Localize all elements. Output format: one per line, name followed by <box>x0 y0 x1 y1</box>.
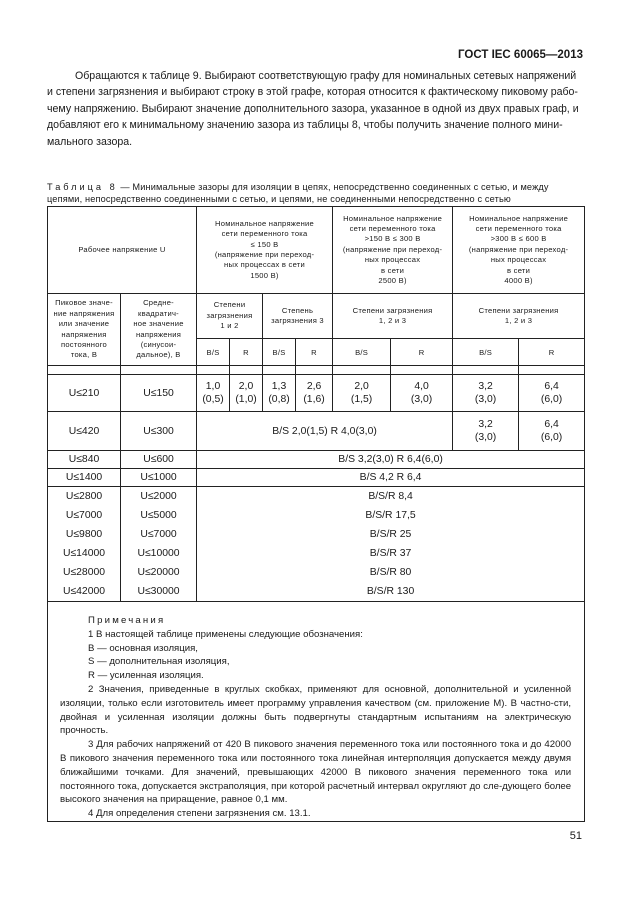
table-notes <box>48 602 585 822</box>
table-caption-text: — Минимальные зазоры для изоляции в цепях, непосредственно соединенных с сетью, и между <box>117 182 549 192</box>
header-line: квадратич- <box>138 308 179 318</box>
note-3: 3 Для рабочих напряжений от 420 В пикового значения переменного тока или постоянного тока и до 42000 В пикового значения переменного тока или постоянного тока линейная интерполяция допускается между двумя ближайшими точками. Для значений, превышающих 42000 В пикового значения переменного тока или постоянного тока, допускается экстраполяция, при которой расчетный интервал округляют до сле-дующего более высокого значения на приращение, равное 0,1 мм. <box>60 739 572 806</box>
working-voltage-header: Рабочее напряжение U <box>48 207 197 294</box>
rms-voltage-cell: U≤10000 <box>121 544 197 563</box>
rms-voltage-cell: U≤1000 <box>121 469 197 487</box>
header-line: напряжения <box>135 329 182 339</box>
note-1-basic: В — основная изоляция, <box>88 642 198 654</box>
header-line: >150 В ≤ 300 В <box>364 234 421 244</box>
table-row <box>48 563 585 582</box>
peak-voltage-cell: U≤42000 <box>48 582 121 602</box>
peak-voltage-cell: U≤420 <box>48 412 121 451</box>
bs-column-header: B/S <box>453 339 519 366</box>
table-caption <box>47 181 583 206</box>
clearance-span-cell: B/S/R 37 <box>197 544 585 563</box>
nominal-voltage-150-header <box>197 207 333 294</box>
clearance-span-cell: B/S/R 80 <box>197 563 585 582</box>
note-1-reinforced: R — усиленная изоляция. <box>88 670 204 682</box>
rms-voltage-cell: U≤600 <box>121 451 197 469</box>
header-line: >300 В ≤ 600 В <box>490 234 547 244</box>
header-line: 1 и 2 <box>220 321 239 331</box>
pollution-degree-3-header <box>263 294 333 339</box>
header-line: Номинальное напряжение <box>343 213 443 223</box>
header-line: ных процессах в сети <box>224 260 306 270</box>
header-line: напряжения <box>61 329 107 339</box>
table-row <box>48 525 585 544</box>
header-line: Номинальное напряжение <box>215 218 315 228</box>
intro-line: чему напряжению. Выбирают значение дополнительного зазора, указанное в одной из двух правых граф, и <box>47 102 579 115</box>
table-row <box>48 451 585 469</box>
clearance-cell: 3,2 (3,0) <box>453 412 519 451</box>
clearance-cell: 4,0 (3,0) <box>391 375 453 412</box>
peak-voltage-cell: U≤9800 <box>48 525 121 544</box>
pollution-degree-1-2-3-header <box>333 294 453 339</box>
header-line: сети переменного тока <box>349 223 436 233</box>
clearance-span-cell: B/S/R 8,4 <box>197 487 585 507</box>
pollution-degree-1-2-3-header <box>453 294 585 339</box>
header-line: ≤ 150 В <box>250 239 279 249</box>
peak-voltage-cell: U≤2800 <box>48 487 121 507</box>
header-line: 1, 2 и 3 <box>378 316 407 325</box>
clearance-cell: 1,3 (0,8) <box>263 375 296 412</box>
header-line: ное значение <box>133 319 184 329</box>
r-column-header: R <box>296 339 333 366</box>
clearance-cell: 2,0 (1,5) <box>333 375 391 412</box>
peak-voltage-cell: U≤210 <box>48 375 121 412</box>
nominal-voltage-600-header <box>453 207 585 294</box>
header-line: загрязнения <box>206 310 253 320</box>
clearance-cell: 1,0 (0,5) <box>197 375 230 412</box>
table-row <box>48 487 585 507</box>
intro-line: добавляют его к минимальному значению зазора из таблицы 8, чтобы получить значение полного мини- <box>47 119 563 132</box>
header-line: Номинальное напряжение <box>469 213 569 223</box>
table-row <box>48 412 585 451</box>
table-row <box>48 469 585 487</box>
clearance-span-cell: B/S/R 25 <box>197 525 585 544</box>
r-column-header: R <box>391 339 453 366</box>
rms-voltage-cell: U≤30000 <box>121 582 197 602</box>
r-column-header: R <box>230 339 263 366</box>
peak-voltage-cell: U≤14000 <box>48 544 121 563</box>
clearance-span-cell: B/S 4,2 R 6,4 <box>197 469 585 487</box>
header-line: Пиковое значе- <box>55 298 113 308</box>
header-line: в сети <box>381 265 405 275</box>
table-caption-text: цепями, непосредственно соединенными с сетью, и цепями, не соединенными непосредственно с сетью <box>47 194 511 205</box>
rms-voltage-cell: U≤300 <box>121 412 197 451</box>
peak-voltage-cell: U≤1400 <box>48 469 121 487</box>
header-line: (напряжение при переход- <box>342 244 443 254</box>
header-line: Степени загрязнения <box>478 305 559 315</box>
table-row <box>48 582 585 602</box>
bs-column-header: B/S <box>333 339 391 366</box>
table-row <box>48 544 585 563</box>
clearance-table <box>47 206 585 822</box>
header-line: (синусои- <box>140 339 177 349</box>
page-number: 51 <box>569 830 582 842</box>
clearance-cell: 2,0 (1,0) <box>230 375 263 412</box>
peak-voltage-cell: U≤28000 <box>48 563 121 582</box>
note-1: 1 В настоящей таблице применены следующие обозначения: <box>88 628 363 640</box>
bs-column-header: B/S <box>263 339 296 366</box>
peak-voltage-header <box>48 294 121 366</box>
nominal-voltage-300-header <box>333 207 453 294</box>
header-line: или значение <box>58 319 110 329</box>
header-line: сети переменного тока <box>221 229 308 239</box>
header-line: (напряжение при переход- <box>214 250 315 259</box>
header-line: 1, 2 и 3 <box>504 316 533 325</box>
rms-voltage-cell: U≤20000 <box>121 563 197 582</box>
bs-column-header: B/S <box>197 339 230 366</box>
header-line: загрязнения 3 <box>271 316 324 325</box>
notes-title: Примечания <box>88 615 166 626</box>
header-line: 2500 В) <box>378 276 407 286</box>
rms-voltage-cell: U≤150 <box>121 375 197 412</box>
intro-paragraph <box>47 68 583 150</box>
rms-voltage-cell: U≤5000 <box>121 506 197 525</box>
header-line: Степени загрязнения <box>352 305 433 315</box>
header-line: 4000 В) <box>504 276 533 286</box>
clearance-span-cell: B/S/R 130 <box>197 582 585 602</box>
header-line: тока, В <box>70 350 98 360</box>
header-line: ных процессах <box>490 255 547 265</box>
rms-voltage-cell: U≤2000 <box>121 487 197 507</box>
intro-line: и степени загрязнения и выбирают строку в этой графе, которая относится к фактическому пиковому рабо- <box>47 86 578 99</box>
rms-voltage-header <box>121 294 197 366</box>
clearance-cell: 3,2 (3,0) <box>453 375 519 412</box>
header-line: Степени <box>213 300 246 310</box>
clearance-cell: 2,6 (1,6) <box>296 375 333 412</box>
header-line: постоянного <box>60 339 108 349</box>
clearance-cell: 6,4 (6,0) <box>519 375 585 412</box>
clearance-span-cell: B/S/R 17,5 <box>197 506 585 525</box>
peak-voltage-cell: U≤840 <box>48 451 121 469</box>
table-caption-label: Таблица 8 <box>47 182 118 192</box>
intro-line: Обращаются к таблице 9. Выбирают соответствующую графу для номинальных сетевых напряжений <box>75 70 577 82</box>
header-line: ние напряжения <box>53 308 115 318</box>
header-line: в сети <box>507 265 531 275</box>
r-column-header: R <box>519 339 585 366</box>
header-line: Степень <box>281 305 314 315</box>
header-line: дальное), В <box>136 350 181 360</box>
standard-number: ГОСТ IEC 60065—2013 <box>458 49 583 61</box>
note-1-supplementary: S — дополнительная изоляция, <box>88 656 230 668</box>
header-line: (напряжение при переход- <box>468 244 569 254</box>
intro-line: мального зазора. <box>47 135 133 148</box>
header-line: сети переменного тока <box>475 223 562 233</box>
clearance-cell: 6,4 (6,0) <box>519 412 585 451</box>
note-4: 4 Для определения степени загрязнения см. 13.1. <box>88 808 311 820</box>
header-line: ных процессах <box>364 255 421 265</box>
table-row <box>48 375 585 412</box>
clearance-span-cell: B/S 2,0(1,5) R 4,0(3,0) <box>197 412 453 451</box>
rms-voltage-cell: U≤7000 <box>121 525 197 544</box>
clearance-span-cell: B/S 3,2(3,0) R 6,4(6,0) <box>197 451 585 469</box>
table-row <box>48 506 585 525</box>
peak-voltage-cell: U≤7000 <box>48 506 121 525</box>
header-line: Средне- <box>143 298 174 308</box>
note-2: 2 Значения, приведенные в круглых скобках, применяют для основной, дополнительной и усиленной изоляции, только если изготовитель имеет программу управления качеством (см. приложение М). В частно-сти, двойная и усиленная изоляции должны быть подвергнуты стандартным испытаниям на электрическую прочность. <box>60 683 572 737</box>
pollution-degree-1-2-header <box>197 294 263 339</box>
header-line: 1500 В) <box>250 270 279 280</box>
